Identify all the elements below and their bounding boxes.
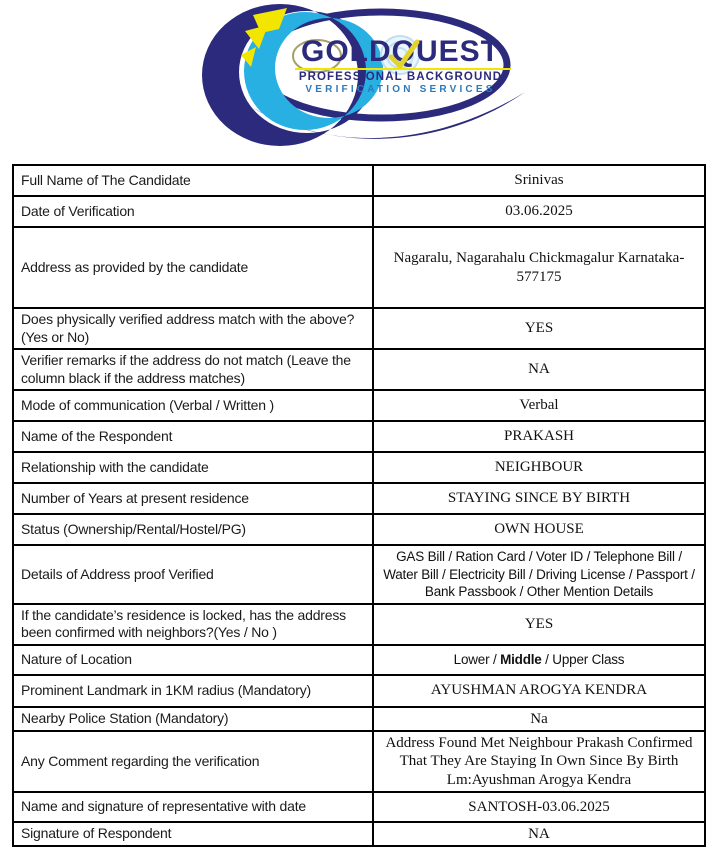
table-row	[13, 349, 705, 390]
logo-tagline-1: PROFESSIONAL BACKGROUND	[298, 71, 503, 83]
row-value: Srinivas	[373, 165, 705, 196]
row-label: Details of Address proof Verified	[13, 545, 373, 604]
table-row	[13, 675, 705, 707]
checkmark-icon	[183, 2, 528, 158]
table-row	[13, 308, 705, 349]
row-label: Prominent Landmark in 1KM radius (Mandatory)	[13, 675, 373, 707]
row-label: Full Name of The Candidate	[13, 165, 373, 196]
verification-table	[12, 164, 706, 847]
row-value: Address Found Met Neighbour Prakash Confirmed That They Are Staying In Own Since By Birth Lm:Ayushman Arogya Kendra	[373, 731, 705, 792]
table-row	[13, 227, 705, 308]
row-label: Nature of Location	[13, 645, 373, 675]
goldquest-logo	[183, 2, 528, 158]
brand-wordmark: GOLDQUEST	[300, 35, 500, 68]
row-label: Number of Years at present residence	[13, 483, 373, 514]
table-row	[13, 822, 705, 846]
row-label: Verifier remarks if the address do not match (Leave the column black if the address matches)	[13, 349, 373, 390]
table-row	[13, 390, 705, 421]
row-label: Address as provided by the candidate	[13, 227, 373, 308]
row-label: Name of the Respondent	[13, 421, 373, 452]
row-value: NA	[373, 349, 705, 390]
row-value: OWN HOUSE	[373, 514, 705, 545]
row-label: Relationship with the candidate	[13, 452, 373, 483]
table-row	[13, 421, 705, 452]
row-value: SANTOSH-03.06.2025	[373, 792, 705, 822]
table-row	[13, 452, 705, 483]
row-value-part: Lower /	[453, 651, 501, 667]
row-label: Name and signature of representative with date	[13, 792, 373, 822]
row-label: Any Comment regarding the verification	[13, 731, 373, 792]
table-row	[13, 792, 705, 822]
table-row	[13, 165, 705, 196]
row-value: Nagaralu, Nagarahalu Chickmagalur Karnataka-577175	[373, 227, 705, 308]
row-value: GAS Bill / Ration Card / Voter ID / Telephone Bill / Water Bill / Electricity Bill / Driving License / Passport / Bank Passbook / Other Mention Details	[373, 545, 705, 604]
row-value	[373, 645, 705, 675]
row-value: Verbal	[373, 390, 705, 421]
row-label: Signature of Respondent	[13, 822, 373, 846]
row-label: Status (Ownership/Rental/Hostel/PG)	[13, 514, 373, 545]
logo-tagline-2: VERIFICATION SERVICES	[305, 84, 496, 95]
table-row	[13, 731, 705, 792]
table-row	[13, 707, 705, 731]
row-value: STAYING SINCE BY BIRTH	[373, 483, 705, 514]
row-label: Mode of communication (Verbal / Written )	[13, 390, 373, 421]
row-value: YES	[373, 604, 705, 645]
row-value: YES	[373, 308, 705, 349]
row-value-part: Middle	[500, 651, 542, 667]
row-label: If the candidate’s residence is locked, has the address been confirmed with neighbors?(Yes / No )	[13, 604, 373, 645]
row-value: Na	[373, 707, 705, 731]
table-row	[13, 196, 705, 227]
row-value-part: / Upper Class	[541, 651, 625, 667]
table-row	[13, 514, 705, 545]
row-label: Nearby Police Station (Mandatory)	[13, 707, 373, 731]
row-value: NA	[373, 822, 705, 846]
row-label: Date of Verification	[13, 196, 373, 227]
row-value: 03.06.2025	[373, 196, 705, 227]
row-value: NEIGHBOUR	[373, 452, 705, 483]
table-row	[13, 545, 705, 604]
table-row	[13, 483, 705, 514]
row-label: Does physically verified address match with the above? (Yes or No)	[13, 308, 373, 349]
row-value: AYUSHMAN AROGYA KENDRA	[373, 675, 705, 707]
table-row	[13, 645, 705, 675]
table-row	[13, 604, 705, 645]
row-value: PRAKASH	[373, 421, 705, 452]
